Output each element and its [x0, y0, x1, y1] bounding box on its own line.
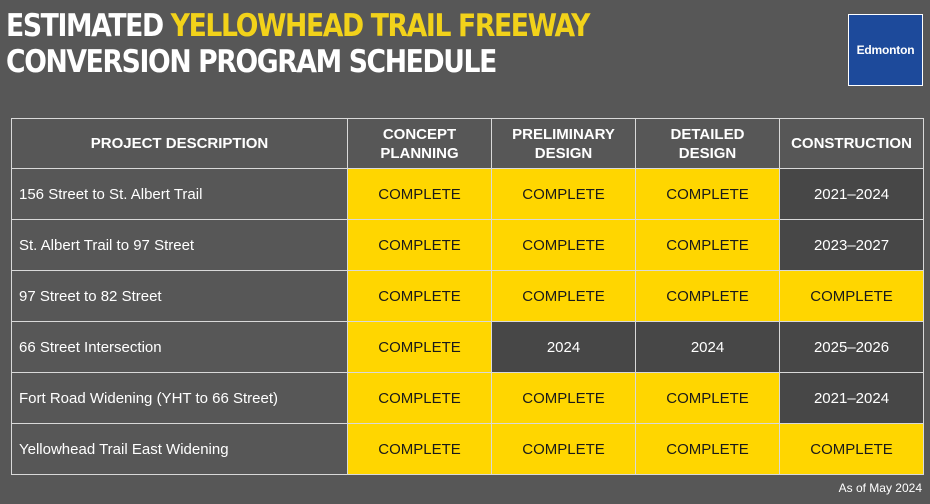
schedule-table: [11, 118, 924, 475]
row-concept: COMPLETE: [348, 424, 492, 475]
as-of-date: As of May 2024: [838, 481, 922, 495]
row-concept: COMPLETE: [348, 169, 492, 220]
row-preliminary: COMPLETE: [492, 169, 636, 220]
header-preliminary-design: [492, 119, 636, 169]
table-row: [12, 322, 924, 373]
table-row: [12, 373, 924, 424]
row-project: Fort Road Widening (YHT to 66 Street): [12, 373, 348, 424]
header-detailed-design: [636, 119, 780, 169]
row-construction: COMPLETE: [780, 271, 924, 322]
row-construction: 2025–2026: [780, 322, 924, 373]
row-concept: COMPLETE: [348, 322, 492, 373]
row-project: 66 Street Intersection: [12, 322, 348, 373]
row-project: St. Albert Trail to 97 Street: [12, 220, 348, 271]
table-row: [12, 424, 924, 475]
header-prelim-line2: DESIGN: [534, 144, 593, 162]
header-concept-line2: PLANNING: [380, 144, 459, 162]
table-row: [12, 169, 924, 220]
row-project: 97 Street to 82 Street: [12, 271, 348, 322]
header-project-description: PROJECT DESCRIPTION: [12, 119, 348, 169]
header-detailed-line2: DESIGN: [678, 144, 737, 162]
table-row: [12, 271, 924, 322]
row-concept: COMPLETE: [348, 373, 492, 424]
row-detailed: COMPLETE: [636, 373, 780, 424]
row-preliminary: 2024: [492, 322, 636, 373]
row-project: 156 Street to St. Albert Trail: [12, 169, 348, 220]
row-detailed: COMPLETE: [636, 271, 780, 322]
row-construction: 2021–2024: [780, 373, 924, 424]
logo-text: Edmonton: [856, 43, 915, 57]
row-project: Yellowhead Trail East Widening: [12, 424, 348, 475]
title-line2: CONVERSION PROGRAM SCHEDULE: [6, 44, 496, 80]
header-detailed-line1: DETAILED: [670, 125, 745, 143]
title-line1-highlight: YELLOWHEAD TRAIL FREEWAY: [170, 8, 590, 44]
row-detailed: COMPLETE: [636, 169, 780, 220]
row-concept: COMPLETE: [348, 271, 492, 322]
row-construction: 2023–2027: [780, 220, 924, 271]
header-concept-line1: CONCEPT: [382, 125, 457, 143]
row-detailed: COMPLETE: [636, 424, 780, 475]
row-detailed: COMPLETE: [636, 220, 780, 271]
edmonton-logo: [848, 14, 923, 86]
row-construction: COMPLETE: [780, 424, 924, 475]
page-title: [6, 8, 589, 80]
header-construction: CONSTRUCTION: [780, 119, 924, 169]
row-preliminary: COMPLETE: [492, 220, 636, 271]
row-preliminary: COMPLETE: [492, 424, 636, 475]
table-row: [12, 220, 924, 271]
row-preliminary: COMPLETE: [492, 373, 636, 424]
row-construction: 2021–2024: [780, 169, 924, 220]
header-prelim-line1: PRELIMINARY: [512, 125, 615, 143]
row-concept: COMPLETE: [348, 220, 492, 271]
header-concept-planning: [348, 119, 492, 169]
row-detailed: 2024: [636, 322, 780, 373]
table-header-row: [12, 119, 924, 169]
title-line1-white: ESTIMATED: [6, 8, 171, 44]
row-preliminary: COMPLETE: [492, 271, 636, 322]
